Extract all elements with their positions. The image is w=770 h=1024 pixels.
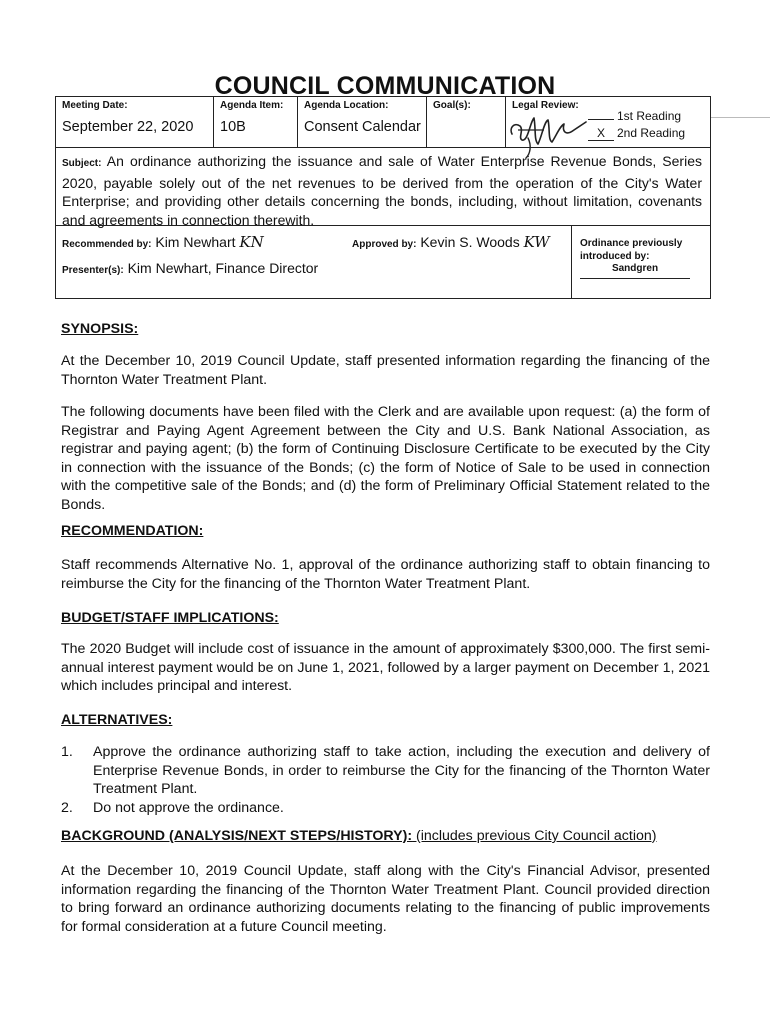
budget-heading: BUDGET/STAFF IMPLICATIONS: <box>61 610 279 626</box>
synopsis-paragraph-2: The following documents have been filed with the Clerk and are available upon request: (a) the form of Registrar and Paying Agent Agreement between the City and U.S. Bank National Association, as registrar and paying agent; (b) the form of Continuing Disclosure Certificate to be executed by the City in connection with the issuance of the Bonds; (c) the form of Notice of Sale to be used in connection with the competitive sale of the Bonds; and (d) the form of Preliminary Official Statement related to the Bonds. <box>61 404 710 513</box>
budget-text: The 2020 Budget will include cost of issuance in the amount of approximately $300,000. The first semi-annual interest payment would be on June 1, 2021, followed by a larger payment on December 1, 2021 which includes principal and interest. <box>61 641 710 694</box>
background-heading <box>61 828 657 844</box>
approved-initials: KW <box>523 233 550 251</box>
alternatives-list <box>61 743 710 817</box>
recommended-label: Recommended by: <box>62 239 152 250</box>
background-text: At the December 10, 2019 Council Update, staff along with the City's Financial Advisor, presented information regarding the financing of the Thornton Water Treatment Plant. Council provided direction to bring forward an ordinance authorizing documents relating to the financing of public improvements for formal consideration at a future Council meeting. <box>61 863 710 935</box>
agenda-location-label: Agenda Location: <box>304 100 389 111</box>
second-reading-mark: X <box>588 126 614 141</box>
agenda-item-value: 10B <box>220 119 246 135</box>
synopsis-paragraph-1: At the December 10, 2019 Council Update, staff presented information regarding the financing of the Thornton Water Treatment Plant. <box>61 353 710 388</box>
legal-signature-icon <box>504 100 594 162</box>
recommended-initials: KN <box>239 233 264 251</box>
previously-introduced-name: Sandgren <box>580 263 690 279</box>
goals-cell <box>427 97 506 147</box>
synopsis-heading: SYNOPSIS: <box>61 321 139 337</box>
approved-label: Approved by: <box>352 239 417 250</box>
list-item <box>61 799 710 818</box>
previously-introduced-box <box>571 225 710 298</box>
goals-label: Goal(s): <box>433 100 471 111</box>
first-reading-label: 1st Reading <box>617 109 682 123</box>
header-table <box>55 96 711 299</box>
background-heading-text: BACKGROUND (ANALYSIS/NEXT STEPS/HISTORY): <box>61 828 413 844</box>
recommendation-heading: RECOMMENDATION: <box>61 523 204 539</box>
meeting-date-label: Meeting Date: <box>62 100 128 111</box>
agenda-item-label: Agenda Item: <box>220 100 284 111</box>
subject-label: Subject: <box>62 158 102 169</box>
previously-introduced-label: Ordinance previously introduced by: <box>580 238 683 262</box>
second-reading <box>588 126 685 141</box>
meeting-date-cell <box>56 97 214 147</box>
list-item-number: 2. <box>61 799 73 816</box>
agenda-location-value: Consent Calendar <box>304 119 421 135</box>
background-heading-note: (includes previous City Council action) <box>416 828 657 844</box>
header-row <box>56 97 710 148</box>
recommended-by <box>62 233 264 251</box>
agenda-location-cell <box>298 97 427 147</box>
presenters-value: Kim Newhart, Finance Director <box>127 260 319 276</box>
list-item-text: Approve the ordinance authorizing staff to take action, including the execution and delivery of Enterprise Revenue Bonds, in order to reimburse the City for the financing of the Thornton Water Treatment Plant. <box>93 744 710 797</box>
list-item <box>61 743 710 799</box>
recommendation-text: Staff recommends Alternative No. 1, approval of the ordinance authorizing staff to obtain financing to reimburse the City for the financing of the Thornton Water Treatment Plant. <box>61 557 710 592</box>
presenters <box>62 260 318 276</box>
alternatives-heading: ALTERNATIVES: <box>61 712 173 728</box>
list-item-number: 1. <box>61 744 73 760</box>
recommended-name: Kim Newhart <box>155 234 236 250</box>
subject-text: An ordinance authorizing the issuance and sale of Water Enterprise Revenue Bonds, Series 2020, payable solely out of the net revenues to be derived from the operation of the City's Water Enterprise; and providing other details concerning the bonds, including, without limitation, covenants and agreements in connection therewith. <box>62 153 702 228</box>
first-reading <box>588 109 681 123</box>
approved-by <box>352 233 550 251</box>
approved-name: Kevin S. Woods <box>420 234 520 250</box>
second-reading-label: 2nd Reading <box>617 126 686 140</box>
margin-mark <box>711 117 770 118</box>
list-item-text: Do not approve the ordinance. <box>93 799 284 816</box>
subject-block <box>62 152 702 229</box>
document-title: COUNCIL COMMUNICATION <box>214 72 556 100</box>
presenters-label: Presenter(s): <box>62 265 124 276</box>
legal-review-label: Legal Review: <box>512 100 579 111</box>
agenda-item-cell <box>214 97 298 147</box>
meeting-date-value: September 22, 2020 <box>62 119 194 135</box>
